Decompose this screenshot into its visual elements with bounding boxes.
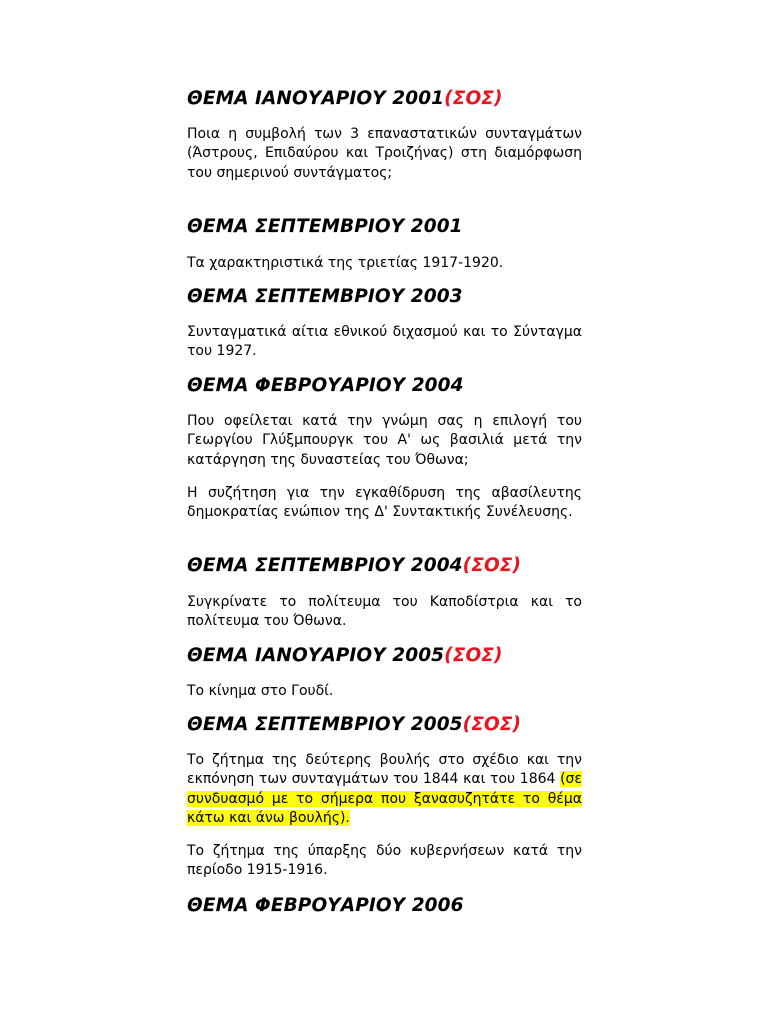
paragraph: Η συζήτηση για την εγκαθίδρυση της αβασίλευτης δημοκρατίας ενώπιον της Δ' Συντακτικής Συνέλευσης. <box>187 485 582 521</box>
section-heading-text: ΘΕΜΑ ΣΕΠΤΕΜΒΡΙΟΥ 2003 <box>187 286 463 307</box>
section-heading-text: ΘΕΜΑ ΙΑΝΟΥΑΡΙΟΥ 2001 <box>187 88 445 109</box>
section-heading <box>187 644 582 668</box>
section-heading-text: ΘΕΜΑ ΦΕΒΡΟΥΑΡΙΟΥ 2004 <box>187 375 464 396</box>
paragraph: Τα χαρακτηριστικά της τριετίας 1917-1920. <box>187 255 504 271</box>
paragraph: Συνταγματικά αίτια εθνικού διχασμού και το Σύνταγμα του 1927. <box>187 324 582 360</box>
section-heading-text: ΘΕΜΑ ΣΕΠΤΕΜΒΡΙΟΥ 2005 <box>187 714 463 735</box>
section-heading-text: ΘΕΜΑ ΙΑΝΟΥΑΡΙΟΥ 2005 <box>187 645 445 666</box>
paragraph: Το ζήτημα της ύπαρξης δύο κυβερνήσεων κατά την περίοδο 1915-1916. <box>187 843 582 879</box>
paragraph: Συγκρίνατε το πολίτευμα του Καποδίστρια και το πολίτευμα του Όθωνα. <box>187 594 582 630</box>
section-heading <box>187 554 582 578</box>
sos-tag: (ΣΟΣ) <box>462 555 522 576</box>
paragraph: Ποια η συμβολή των 3 επαναστατικών συνταγμάτων (Άστρους, Επιδαύρου και Τροιζήνας) στη διαμόρφωση του σημερινού συντάγματος; <box>187 126 582 181</box>
sos-tag: (ΣΟΣ) <box>462 714 522 735</box>
paragraph-text: Το ζήτημα της δεύτερης βουλής στο σχέδιο και την εκπόνηση των συνταγμάτων του 1844 και του 1864 <box>187 752 582 788</box>
highlighted-note: (σε συνδυασμό με το σήμερα που ξανασυζητάτε το θέμα κάτω και άνω βουλής). <box>187 771 582 826</box>
section-heading <box>187 713 582 737</box>
section-heading <box>187 285 582 309</box>
paragraph: Το κίνημα στο Γουδί. <box>187 683 334 699</box>
sos-tag: (ΣΟΣ) <box>444 88 503 109</box>
section-heading-text: ΘΕΜΑ ΦΕΒΡΟΥΑΡΙΟΥ 2006 <box>187 895 464 916</box>
section-heading <box>187 87 582 111</box>
paragraph: Που οφείλεται κατά την γνώμη σας η επιλογή του Γεωργίου Γλύξμπουργκ του Α' ως βασιλιά μετά την κατάργηση της δυναστείας του Όθωνα; <box>187 413 582 468</box>
paragraph <box>187 751 582 828</box>
section-heading-text: ΘΕΜΑ ΣΕΠΤΕΜΒΡΙΟΥ 2001 <box>187 216 463 237</box>
section-heading-text: ΘΕΜΑ ΣΕΠΤΕΜΒΡΙΟΥ 2004 <box>187 555 463 576</box>
section-heading <box>187 374 582 398</box>
sos-tag: (ΣΟΣ) <box>444 645 503 666</box>
section-heading <box>187 894 582 918</box>
section-heading <box>187 215 582 239</box>
